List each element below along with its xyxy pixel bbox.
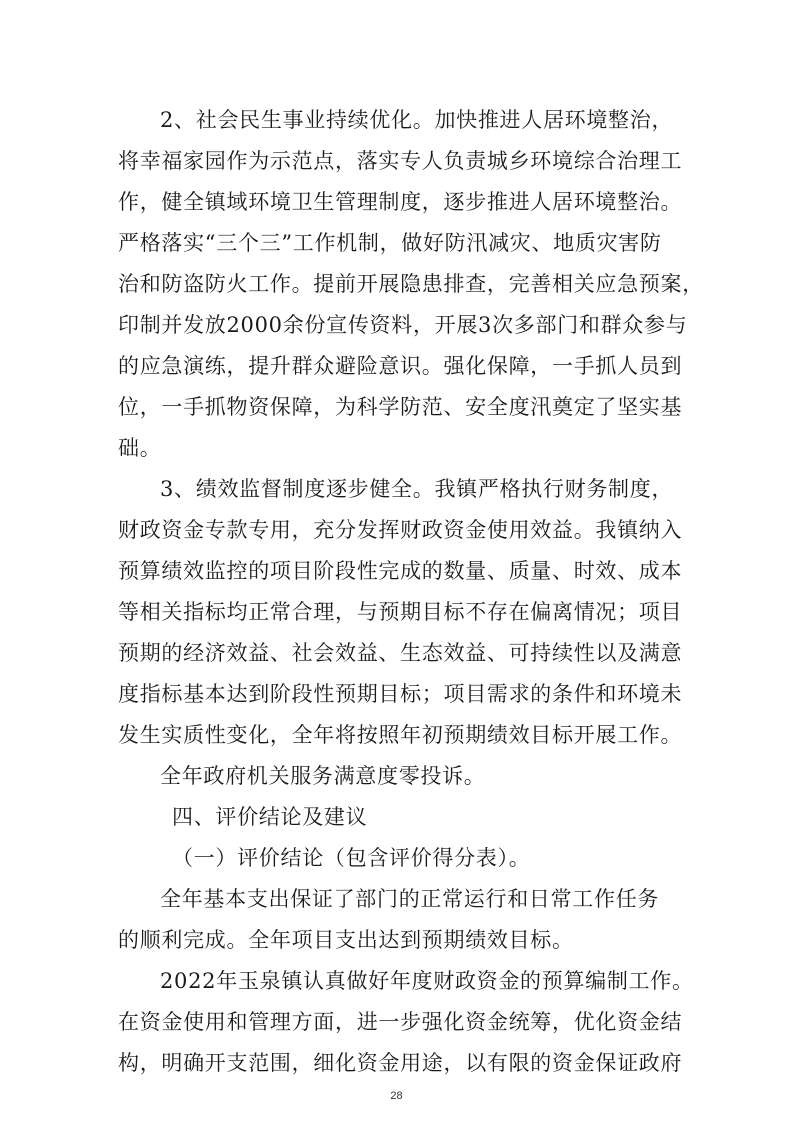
page-number: 28 bbox=[390, 1090, 403, 1102]
text-line: 等相关指标均正常合理，与预期目标不存在偏离情况；项目 bbox=[118, 600, 683, 624]
text-line: 严格落实“三个三”工作机制，做好防汛减灾、地质灾害防 bbox=[118, 231, 662, 255]
text-line: 印制并发放2000余份宣传资料，开展3次多部门和群众参与 bbox=[118, 313, 688, 337]
text-line: 的应急演练，提升群众避险意识。强化保障，一手抓人员到 bbox=[118, 354, 683, 378]
text-line: 预期的经济效益、社会效益、生态效益、可持续性以及满意 bbox=[118, 641, 683, 665]
text-line: 的顺利完成。全年项目支出达到预期绩效目标。 bbox=[118, 928, 574, 952]
text-line: 础。 bbox=[118, 436, 162, 460]
text-line: 全年政府机关服务满意度零投诉。 bbox=[160, 764, 486, 788]
text-line: 2、社会民生事业持续优化。加快推进人居环境整治， bbox=[160, 108, 674, 132]
text-line: 度指标基本达到阶段性预期目标；项目需求的条件和环境未 bbox=[118, 682, 683, 706]
text-line: 发生实质性变化，全年将按照年初预期绩效目标开展工作。 bbox=[118, 723, 683, 747]
text-line: 作，健全镇域环境卫生管理制度，逐步推进人居环境整治。 bbox=[118, 190, 683, 214]
text-line: 2022年玉泉镇认真做好年度财政资金的预算编制工作。 bbox=[160, 969, 694, 993]
text-line: 位，一手抓物资保障，为科学防范、安全度汛奠定了坚实基 bbox=[118, 395, 683, 419]
section-heading: 四、评价结论及建议 bbox=[172, 805, 368, 829]
text-line: 构，明确开支范围，细化资金用途，以有限的资金保证政府 bbox=[118, 1051, 683, 1075]
text-line: 3、绩效监督制度逐步健全。我镇严格执行财务制度， bbox=[160, 477, 674, 501]
text-line: 将幸福家园作为示范点，落实专人负责城乡环境综合治理工 bbox=[118, 149, 683, 173]
text-line: 财政资金专款专用，充分发挥财政资金使用效益。我镇纳入 bbox=[118, 518, 683, 542]
text-line: 预算绩效监控的项目阶段性完成的数量、质量、时效、成本 bbox=[118, 559, 683, 583]
text-line: 治和防盗防火工作。提前开展隐患排查，完善相关应急预案， bbox=[118, 272, 704, 296]
text-line: 在资金使用和管理方面，进一步强化资金统筹，优化资金结 bbox=[118, 1010, 683, 1034]
subsection-heading: （一）评价结论（包含评价得分表）。 bbox=[172, 846, 531, 870]
text-line: 全年基本支出保证了部门的正常运行和日常工作任务 bbox=[160, 887, 660, 911]
